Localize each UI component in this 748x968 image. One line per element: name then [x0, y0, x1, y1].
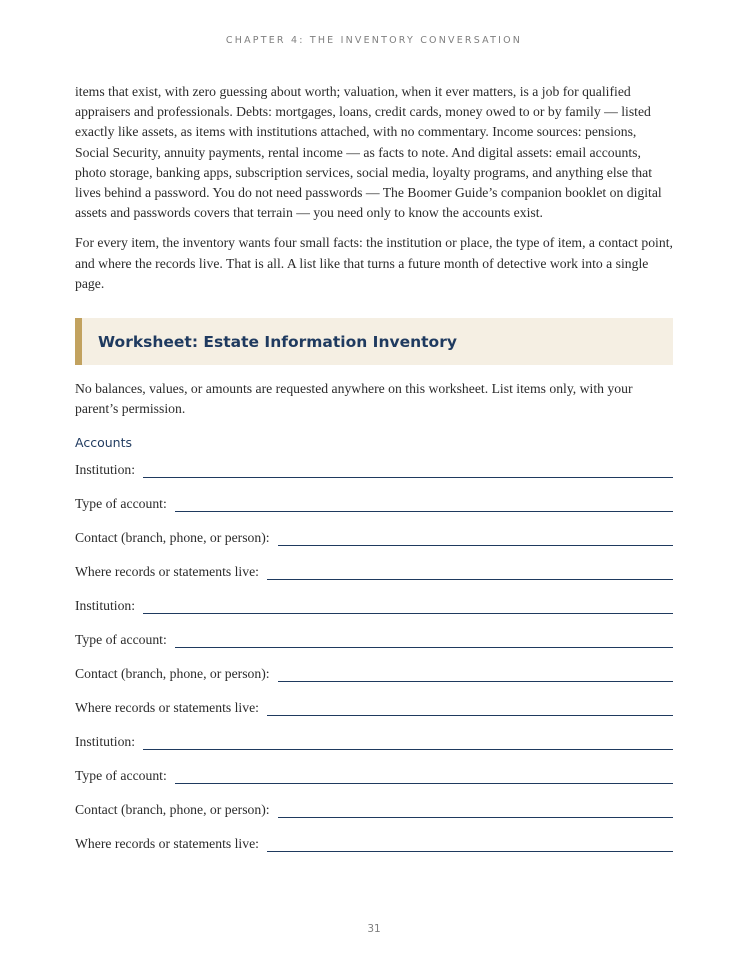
form-field	[75, 453, 673, 479]
form-field	[75, 683, 673, 717]
page-number: 31	[367, 923, 381, 935]
field-label: Institution:	[75, 598, 136, 614]
fill-in-line[interactable]	[143, 476, 673, 478]
form-field	[75, 819, 673, 853]
fill-in-line[interactable]	[175, 510, 673, 512]
form-field	[75, 751, 673, 785]
fill-in-line[interactable]	[278, 816, 673, 818]
form-field	[75, 785, 673, 819]
field-label: Where records or statements live:	[75, 700, 259, 716]
worksheet-title: Worksheet: Estate Information Inventory	[98, 332, 457, 351]
form-field	[75, 581, 673, 615]
fields-list	[75, 453, 673, 853]
fill-in-line[interactable]	[278, 680, 673, 682]
form-field	[75, 479, 673, 513]
field-label: Institution:	[75, 462, 136, 478]
worksheet-intro: No balances, values, or amounts are requested anywhere on this worksheet. List items only, with your parent’s permission.	[75, 381, 633, 417]
fill-in-line[interactable]	[143, 748, 673, 750]
fill-in-line[interactable]	[278, 544, 673, 546]
fill-in-line[interactable]	[267, 578, 673, 580]
fill-in-line[interactable]	[267, 850, 673, 852]
running-head: CHAPTER 4: THE INVENTORY CONVERSATION	[225, 35, 523, 46]
field-label: Where records or statements live:	[75, 564, 259, 580]
field-label: Institution:	[75, 734, 136, 750]
field-label: Contact (branch, phone, or person):	[75, 530, 270, 546]
page-content	[75, 82, 673, 853]
field-label: Type of account:	[75, 768, 167, 784]
fill-in-line[interactable]	[267, 714, 673, 716]
body-paragraph: For every item, the inventory wants four small facts: the institution or place, the type of item, a contact point, and where the records live. That is all. A list like that turns a future month of detective work into a single page.	[75, 235, 673, 291]
form-field	[75, 513, 673, 547]
field-label: Contact (branch, phone, or person):	[75, 666, 270, 682]
field-label: Type of account:	[75, 632, 167, 648]
field-label: Where records or statements live:	[75, 836, 259, 852]
form-field	[75, 649, 673, 683]
form-field	[75, 717, 673, 751]
section-title-accounts: Accounts	[75, 435, 132, 451]
fill-in-line[interactable]	[143, 612, 673, 614]
worksheet-callout	[75, 318, 673, 365]
field-label: Type of account:	[75, 496, 167, 512]
body-paragraph: items that exist, with zero guessing about worth; valuation, when it ever matters, is a job for qualified appraisers and professionals. Debts: mortgages, loans, credit cards, money owed to or by family — listed exactly like assets, as items with institutions attached, with no commentary. Income sources: pensions, Social Security, annuity payments, rental income — as facts to note. And digital assets: email accounts, photo storage, banking apps, subscription services, social media, loyalty programs, and anything else that lives behind a password. You do not need passwords — The Boomer Guide’s companion booklet on digital assets and passwords covers that terrain — you need only to know the accounts exist.	[75, 84, 662, 221]
form-field	[75, 547, 673, 581]
fill-in-line[interactable]	[175, 646, 673, 648]
form-field	[75, 615, 673, 649]
fill-in-line[interactable]	[175, 782, 673, 784]
field-label: Contact (branch, phone, or person):	[75, 802, 270, 818]
